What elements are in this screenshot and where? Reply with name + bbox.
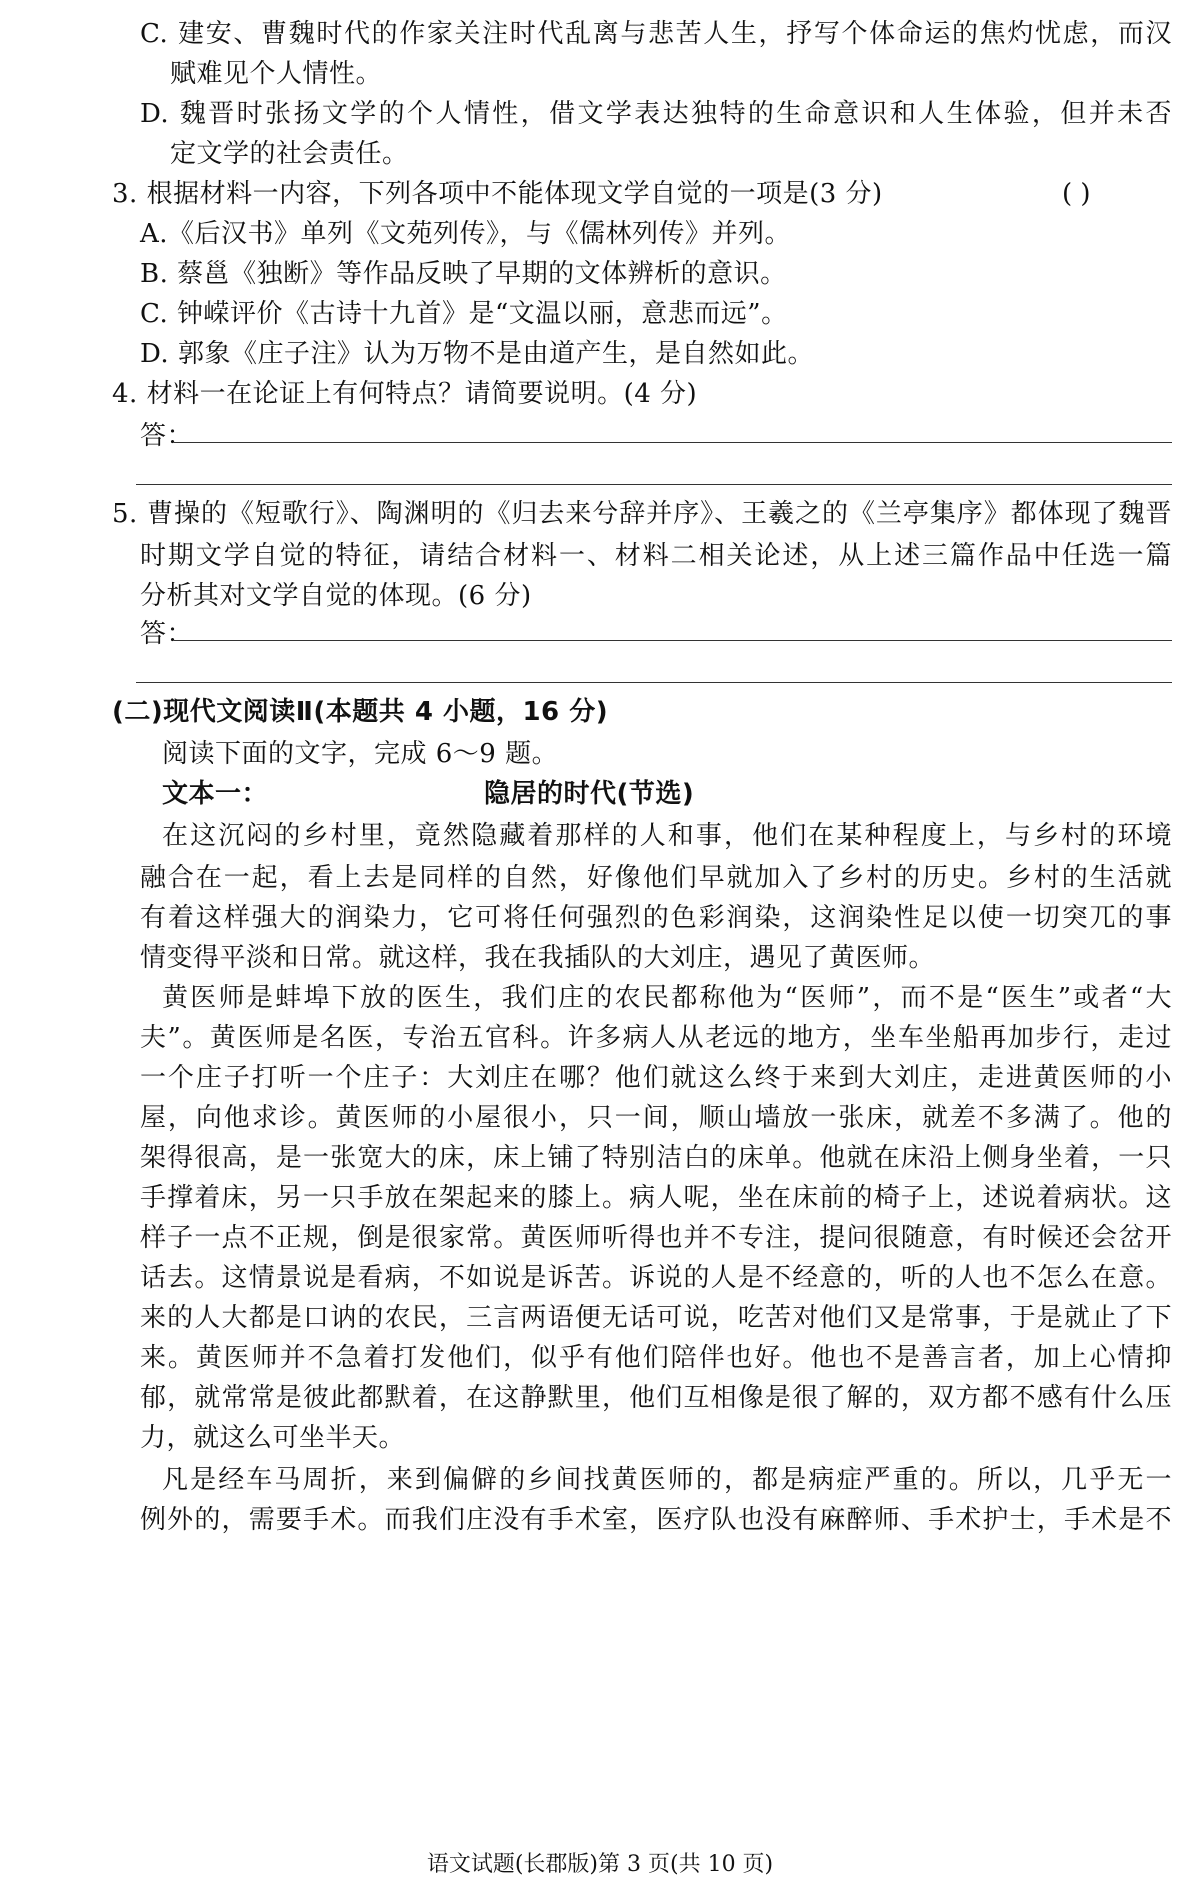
passage-p2-line: 来。黄医师并不急着打发他们，似乎有他们陪伴也好。他也不是善言者，加上心情抑 bbox=[140, 1343, 1172, 1373]
passage-p2-line: 夫”。黄医师是名医，专治五官科。许多病人从老远的地方，坐车坐船再加步行，走过 bbox=[140, 1023, 1172, 1053]
q3-option-b: B. 蔡邕《独断》等作品反映了早期的文体辨析的意识。 bbox=[140, 259, 787, 289]
text-one-label: 文本一： bbox=[162, 779, 269, 809]
passage-p2-line: 一个庄子打听一个庄子：大刘庄在哪？他们就这么终于来到大刘庄，走进黄医师的小 bbox=[140, 1063, 1172, 1093]
passage-p2-line: 样子一点不正规，倒是很家常。黄医师听得也并不专注，提问很随意，有时候还会岔开 bbox=[140, 1223, 1172, 1253]
passage-p2-line: 手撑着床，另一只手放在架起来的膝上。病人呢，坐在床前的椅子上，述说着病状。这 bbox=[140, 1183, 1172, 1213]
page-footer: 语文试题(长郡版)第 3 页(共 10 页) bbox=[426, 1852, 774, 1877]
passage-p2-line: 力，就这么可坐半天。 bbox=[140, 1423, 406, 1453]
q5-answer-label: 答： bbox=[140, 619, 194, 649]
q4-answer-line-1[interactable] bbox=[174, 442, 1172, 443]
q5-line3: 分析其对文学自觉的体现。(6 分) bbox=[140, 581, 532, 611]
q4-stem: 4. 材料一在论证上有何特点？请简要说明。(4 分) bbox=[112, 379, 698, 409]
passage-p1-line: 有着这样强大的润染力，它可将任何强烈的色彩润染，这润染性足以使一切突兀的事 bbox=[140, 903, 1172, 933]
section-2-instruction: 阅读下面的文字，完成 6～9 题。 bbox=[162, 739, 559, 769]
passage-p2-line: 架得很高，是一张宽大的床，床上铺了特别洁白的床单。他就在床沿上侧身坐着，一只 bbox=[140, 1143, 1172, 1173]
passage-p1-line: 情变得平淡和日常。就这样，我在我插队的大刘庄，遇见了黄医师。 bbox=[140, 943, 936, 973]
passage-p2-line: 郁，就常常是彼此都默着，在这静默里，他们互相像是很了解的，双方都不感有什么压 bbox=[140, 1383, 1172, 1413]
q5-line1: 5. 曹操的《短歌行》、陶渊明的《归去来兮辞并序》、王羲之的《兰亭集序》都体现了魏晋 bbox=[112, 499, 1172, 529]
q5-line2: 时期文学自觉的特征，请结合材料一、材料二相关论述，从上述三篇作品中任选一篇 bbox=[140, 541, 1172, 571]
passage-p1-line: 在这沉闷的乡村里，竟然隐藏着那样的人和事，他们在某种程度上，与乡村的环境 bbox=[162, 821, 1172, 851]
passage-p2-line: 黄医师是蚌埠下放的医生，我们庄的农民都称他为“医师”，而不是“医生”或者“大 bbox=[162, 983, 1172, 1013]
passage-p3-line: 凡是经车马周折，来到偏僻的乡间找黄医师的，都是病症严重的。所以，几乎无一 bbox=[162, 1465, 1172, 1495]
passage-p2-line: 屋，向他求诊。黄医师的小屋很小，只一间，顺山墙放一张床，就差不多满了。他的 bbox=[140, 1103, 1172, 1133]
passage-p2-line: 来的人大都是口讷的农民，三言两语便无话可说，吃苦对他们又是常事，于是就止了下 bbox=[140, 1303, 1172, 1333]
q4-answer-label: 答： bbox=[140, 421, 194, 451]
passage-p2-line: 话去。这情景说是看病，不如说是诉苦。诉说的人是不经意的，听的人也不怎么在意。 bbox=[140, 1263, 1172, 1293]
q2-option-c-line2: 赋难见个人情性。 bbox=[170, 59, 383, 89]
q2-option-c-line1: C. 建安、曹魏时代的作家关注时代乱离与悲苦人生，抒写个体命运的焦灼忧虑，而汉 bbox=[140, 19, 1172, 49]
passage-p3-line: 例外的，需要手术。而我们庄没有手术室，医疗队也没有麻醉师、手术护士，手术是不 bbox=[140, 1505, 1172, 1535]
q2-option-d-line2: 定文学的社会责任。 bbox=[170, 139, 409, 169]
q3-answer-bracket[interactable]: ( ) bbox=[1062, 179, 1091, 209]
q5-answer-line-1[interactable] bbox=[174, 640, 1172, 641]
q3-option-a: A.《后汉书》单列《文苑列传》，与《儒林列传》并列。 bbox=[140, 219, 792, 249]
q5-answer-line-2[interactable] bbox=[136, 682, 1172, 683]
q3-option-c: C. 钟嵘评价《古诗十九首》是“文温以丽，意悲而远”。 bbox=[140, 299, 788, 329]
text-one-title: 隐居的时代(节选) bbox=[484, 779, 695, 809]
passage-p1-line: 融合在一起，看上去是同样的自然，好像他们早就加入了乡村的历史。乡村的生活就 bbox=[140, 863, 1172, 893]
q3-option-d: D. 郭象《庄子注》认为万物不是由道产生，是自然如此。 bbox=[140, 339, 814, 369]
q3-stem: 3. 根据材料一内容，下列各项中不能体现文学自觉的一项是(3 分) bbox=[112, 179, 883, 209]
section-2-heading: (二)现代文阅读Ⅱ(本题共 4 小题，16 分) bbox=[112, 697, 609, 727]
q4-answer-line-2[interactable] bbox=[136, 484, 1172, 485]
q2-option-d-line1: D. 魏晋时张扬文学的个人情性，借文学表达独特的生命意识和人生体验，但并未否 bbox=[140, 99, 1172, 129]
